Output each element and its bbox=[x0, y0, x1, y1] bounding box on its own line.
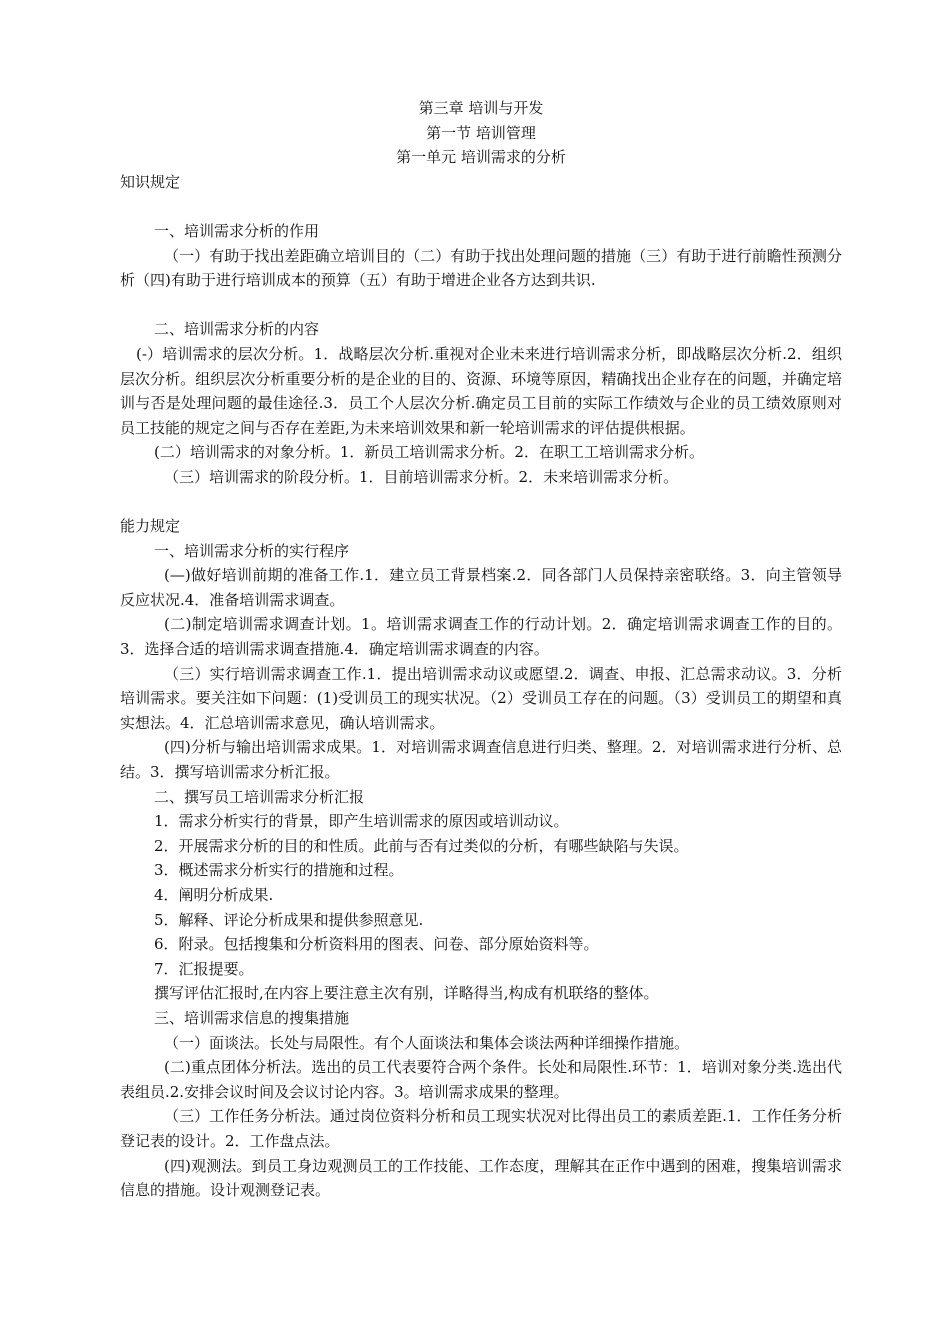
report-list-item: 4．阐明分析成果. bbox=[154, 886, 274, 904]
report-list-item: 6．附录。包括搜集和分析资料用的图表、问卷、部分原始资料等。 bbox=[154, 935, 599, 954]
method-paragraph-1: （一）面谈法。长处与局限性。有个人面谈法和集体会谈法两种详细操作措施。 bbox=[164, 1033, 690, 1052]
ability-heading-1: 一、培训需求分析的实行程序 bbox=[154, 541, 350, 560]
knowledge-heading-2: 二、培训需求分析的内容 bbox=[154, 320, 320, 339]
report-list-item: 3．概述需求分析实行的措施和过程。 bbox=[154, 861, 404, 880]
ability-paragraph-2: (二)制定培训需求调查计划。1。培训需求调查工作的行动计划。2．确定培训需求调查工作的目的。3．选择合适的培训需求调查措施.4．确定培训需求调查的内容。 bbox=[120, 615, 842, 659]
knowledge-heading: 知识规定 bbox=[120, 172, 181, 191]
report-list-item: 7．汇报提要。 bbox=[154, 959, 254, 978]
ability-heading: 能力规定 bbox=[120, 517, 181, 536]
knowledge-paragraph-4: （三）培训需求的阶段分析。1．目前培训需求分析。2．未来培训需求分析。 bbox=[164, 467, 679, 486]
ability-heading-3: 三、培训需求信息的搜集措施 bbox=[154, 1008, 350, 1027]
knowledge-paragraph-3: (二）培训需求的对象分析。1．新员工培训需求分析。2．在职工工培训需求分析。 bbox=[154, 443, 704, 462]
chapter-title: 第三章 培训与开发 bbox=[418, 99, 544, 117]
document-page bbox=[120, 96, 842, 1203]
method-paragraph-2: (二)重点团体分析法。选出的员工代表要符合两个条件。长处和局限性.环节：1．培训对象分类.选出代表组员.2.安排会议时间及会议讨论内容。3。培训需求成果的整理。 bbox=[120, 1058, 842, 1101]
report-list-item: 1．需求分析实行的背景，即产生培训需求的原因或培训动议。 bbox=[154, 812, 569, 831]
report-note: 撰写评估汇报时,在内容上要注意主次有别，详略得当,构成有机联络的整体。 bbox=[154, 984, 659, 1003]
knowledge-paragraph-1: （一）有助于找出差距确立培训目的（二）有助于找出处理问题的措施（三）有助于进行前瞻性预测分析（四)有助于进行培训成本的预算（五）有助于增进企业各方达到共识. bbox=[120, 246, 842, 290]
method-paragraph-3: （三）工作任务分析法。通过岗位资料分析和员工现实状况对比得出员工的素质差距.1．工作任务分析登记表的设计。2．工作盘点法。 bbox=[120, 1107, 842, 1150]
report-list-item: 2．开展需求分析的目的和性质。此前与否有过类似的分析，有哪些缺陷与失误。 bbox=[154, 836, 689, 855]
knowledge-paragraph-2: (-）培训需求的层次分析。1．战略层次分析.重视对企业未来进行培训需求分析，即战略层次分析.2．组织层次分析。组织层次分析重要分析的是企业的目的、资源、环境等原因，精确找出企业存在的问题，并确定培训与否是处理问题的最佳途径.3．员工个人层次分析.确定员工目前的实际工作绩效与企业的员工绩效原则对员工技能的规定之间与否存在差距,为未来培训效果和新一轮培训需求的评估提供根据。 bbox=[120, 344, 842, 437]
ability-heading-2: 二、撰写员工培训需求分析汇报 bbox=[154, 787, 365, 806]
method-paragraph-4: (四)观测法。到员工身边观测员工的工作技能、工作态度，理解其在正作中遇到的困难，搜集培训需求信息的措施。设计观测登记表。 bbox=[120, 1156, 842, 1200]
section-title: 第一节 培训管理 bbox=[426, 123, 536, 142]
blank-line bbox=[120, 293, 842, 318]
ability-paragraph-4: (四)分析与输出培训需求成果。1．对培训需求调查信息进行归类、整理。2．对培训需求进行分析、总结。3．撰写培训需求分析汇报。 bbox=[120, 738, 842, 782]
report-list-item: 5．解释、评论分析成果和提供参照意见. bbox=[154, 910, 424, 929]
ability-paragraph-1: (—)做好培训前期的准备工作.1．建立员工背景档案.2．同各部门人员保持亲密联络。3．向主管领导反应状况.4．准备培训需求调查。 bbox=[120, 566, 842, 609]
blank-line bbox=[120, 490, 842, 515]
unit-title: 第一单元 培训需求的分析 bbox=[396, 148, 566, 167]
blank-line bbox=[120, 194, 842, 219]
knowledge-heading-1: 一、培训需求分析的作用 bbox=[154, 221, 320, 240]
ability-paragraph-3: （三）实行培训需求调查工作.1．提出培训需求动议或愿望.2．调查、申报、汇总需求动议。3．分析培训需求。要关注如下问题：(1)受训员工的现实状况。（2）受训员工存在的问题。（3）受训员工的期望和真实想法。4．汇总培训需求意见，确认培训需求。 bbox=[120, 664, 842, 732]
